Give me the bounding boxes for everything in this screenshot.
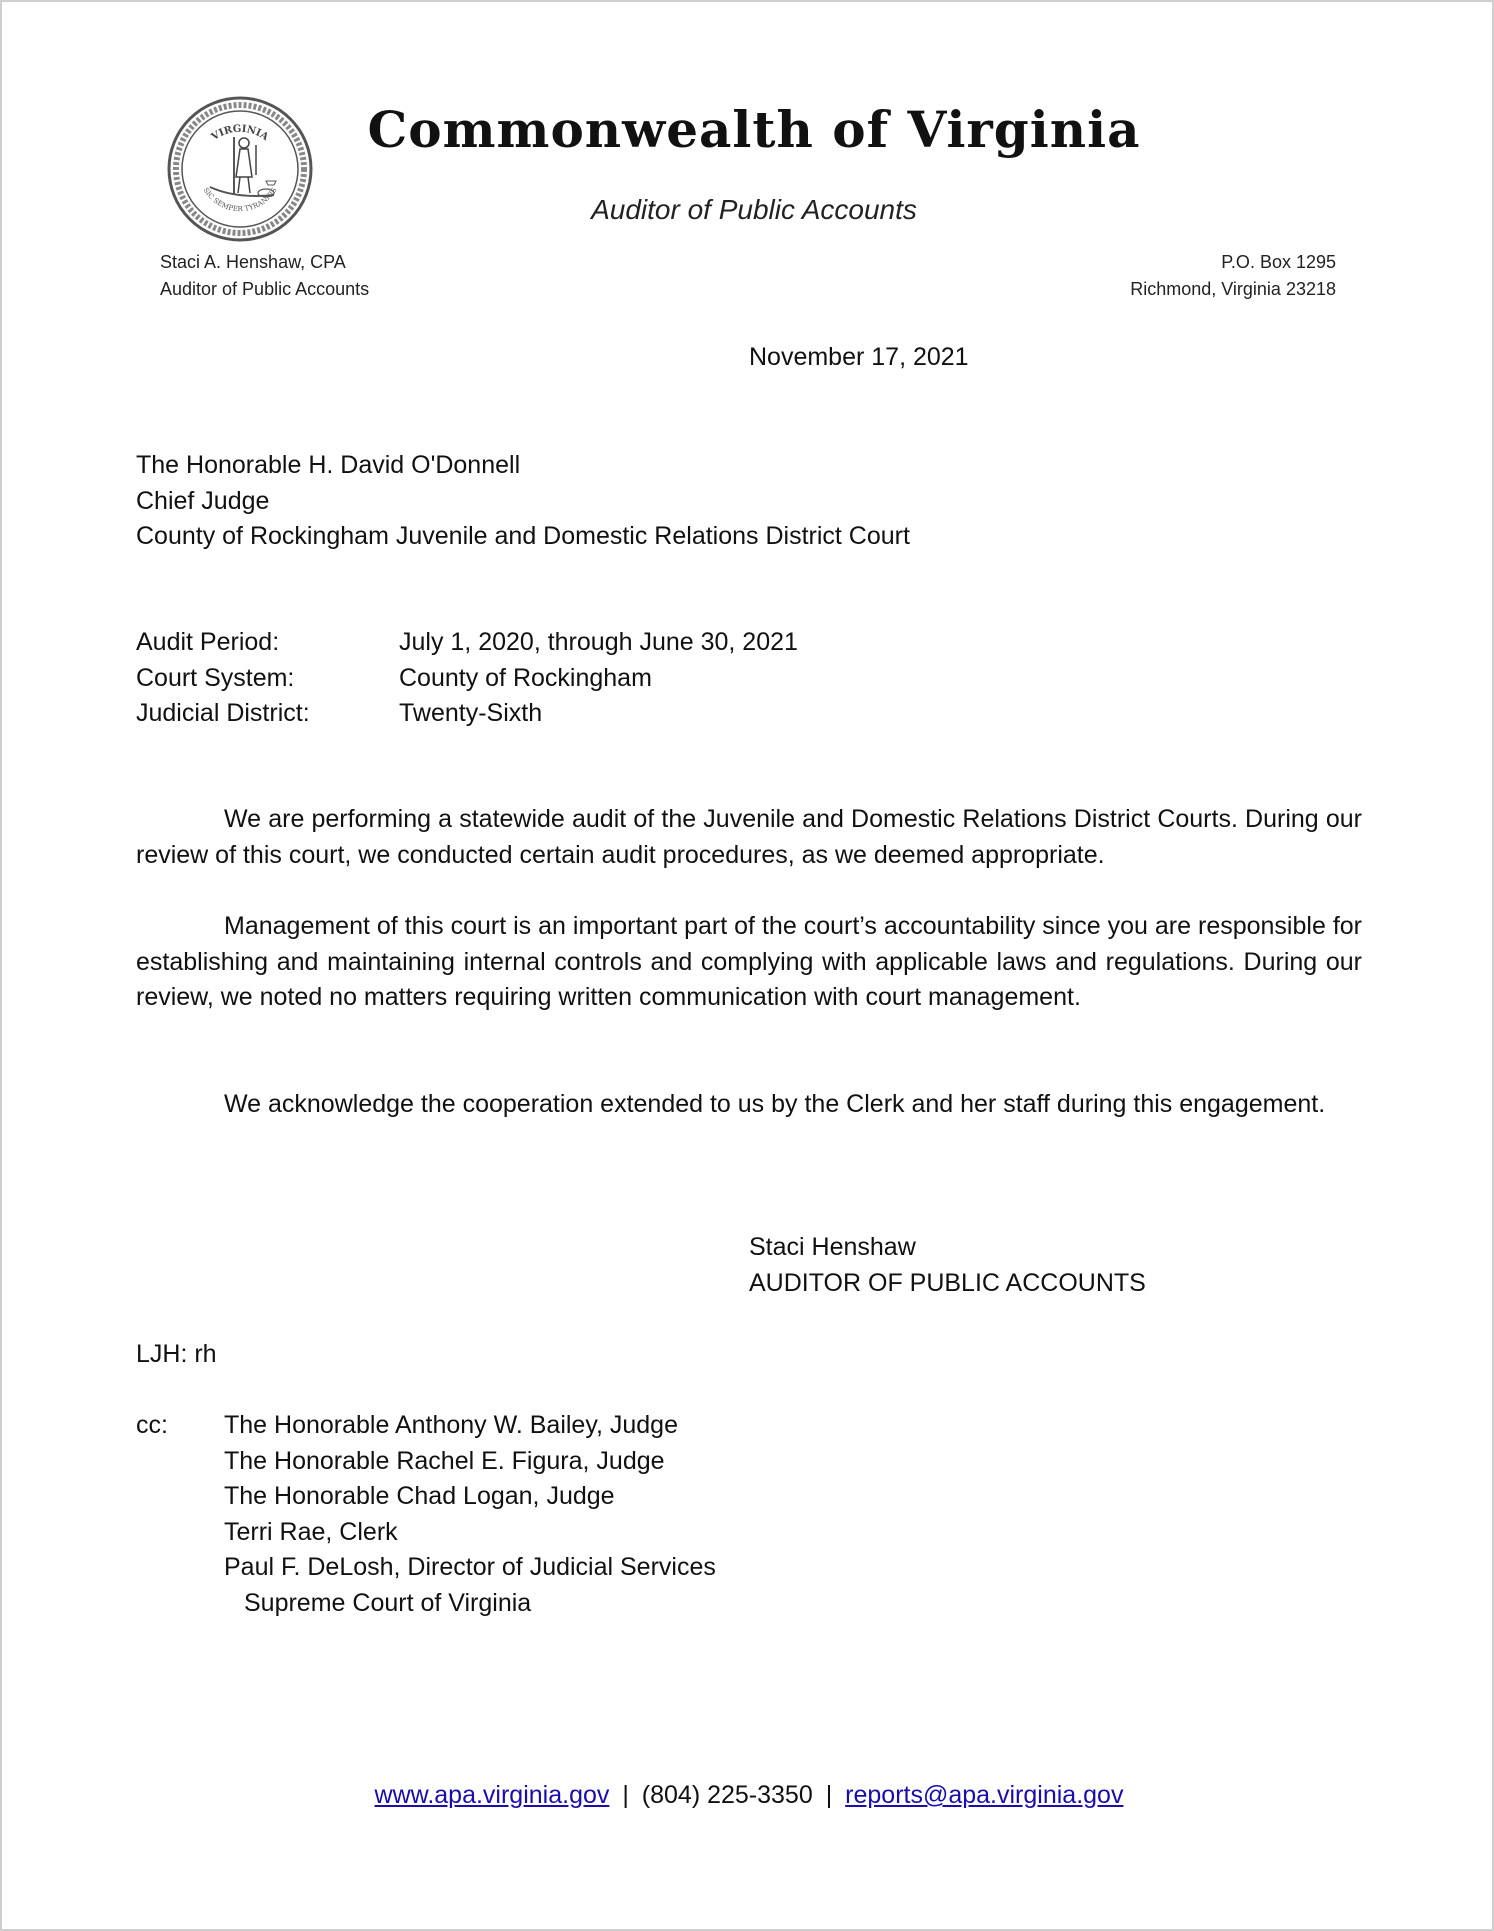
addressee-title: Chief Judge — [136, 486, 270, 515]
cc-row — [136, 1550, 716, 1586]
addressee-block — [136, 448, 910, 555]
signer-title: AUDITOR OF PUBLIC ACCOUNTS — [749, 1268, 1146, 1297]
typist-initials: LJH: rh — [136, 1340, 217, 1368]
phone-number: (804) 225-3350 — [641, 1781, 813, 1809]
meta-value: Twenty-Sixth — [399, 699, 543, 727]
website-link[interactable]: www.apa.virginia.gov — [374, 1781, 610, 1809]
body-paragraph — [136, 1087, 1362, 1123]
body-paragraph — [136, 909, 1362, 1016]
auditor-title: Auditor of Public Accounts — [160, 279, 370, 299]
svg-text:SIC SEMPER TYRANNIS: SIC SEMPER TYRANNIS — [201, 186, 279, 214]
cc-row — [136, 1408, 716, 1444]
letterhead-title: Commonwealth of Virginia — [367, 100, 1141, 159]
judicial-district-row — [136, 696, 798, 732]
svg-text:VIRGINIA: VIRGINIA — [209, 123, 271, 144]
meta-value: County of Rockingham — [399, 663, 652, 692]
addressee-name: The Honorable H. David O'Donnell — [136, 451, 521, 479]
letterhead-auditor-block — [160, 249, 369, 303]
letter-date: November 17, 2021 — [749, 343, 969, 371]
cc-list — [136, 1408, 716, 1621]
cc-recipient-affiliation: Supreme Court of Virginia — [244, 1588, 532, 1617]
cc-label: cc: — [136, 1411, 168, 1439]
footer-contact — [2, 1778, 1494, 1813]
cc-recipient: The Honorable Rachel E. Figura, Judge — [224, 1446, 665, 1475]
audit-period-row — [136, 625, 798, 661]
cc-recipient: The Honorable Chad Logan, Judge — [224, 1482, 615, 1510]
paragraph-text: We are performing a statewide audit of the Juvenile and Domestic Relations District Courts. During our review of this court, we conducted certain audit procedures, as we deemed appropriate. — [136, 805, 1362, 869]
cc-row — [136, 1586, 716, 1622]
email-link[interactable]: reports@apa.virginia.gov — [845, 1781, 1124, 1809]
auditor-name: Staci A. Henshaw, CPA — [160, 252, 346, 272]
signature-block — [749, 1230, 1146, 1301]
cc-recipient: The Honorable Anthony W. Bailey, Judge — [224, 1411, 678, 1439]
meta-label: Audit Period: — [136, 628, 280, 656]
meta-value: July 1, 2020, through June 30, 2021 — [399, 628, 798, 656]
cc-row — [136, 1515, 716, 1551]
cc-recipient: Terri Rae, Clerk — [224, 1517, 398, 1546]
city-state-zip: Richmond, Virginia 23218 — [1130, 279, 1336, 299]
letterhead-address-block — [1130, 249, 1336, 303]
letterhead-subtitle: Auditor of Public Accounts — [591, 194, 917, 225]
audit-details — [136, 625, 798, 732]
separator: | — [825, 1781, 833, 1809]
cc-row — [136, 1479, 716, 1515]
addressee-court: County of Rockingham Juvenile and Domestic Relations District Court — [136, 522, 910, 550]
body-paragraph — [136, 802, 1362, 873]
cc-row — [136, 1444, 716, 1480]
signer-name: Staci Henshaw — [749, 1233, 916, 1261]
meta-label: Judicial District: — [136, 699, 310, 727]
cc-recipient: Paul F. DeLosh, Director of Judicial Services — [224, 1553, 716, 1581]
meta-label: Court System: — [136, 663, 295, 692]
separator: | — [622, 1781, 629, 1809]
paragraph-text: Management of this court is an important part of the court’s accountability since you are responsible for establishing and maintaining internal controls and complying with applicable laws and regulations. During our review, we noted no matters requiring written communication with court management. — [136, 912, 1362, 1011]
po-box: P.O. Box 1295 — [1221, 252, 1336, 272]
court-system-row — [136, 661, 798, 697]
paragraph-text: We acknowledge the cooperation extended to us by the Clerk and her staff during this engagement. — [224, 1090, 1326, 1118]
